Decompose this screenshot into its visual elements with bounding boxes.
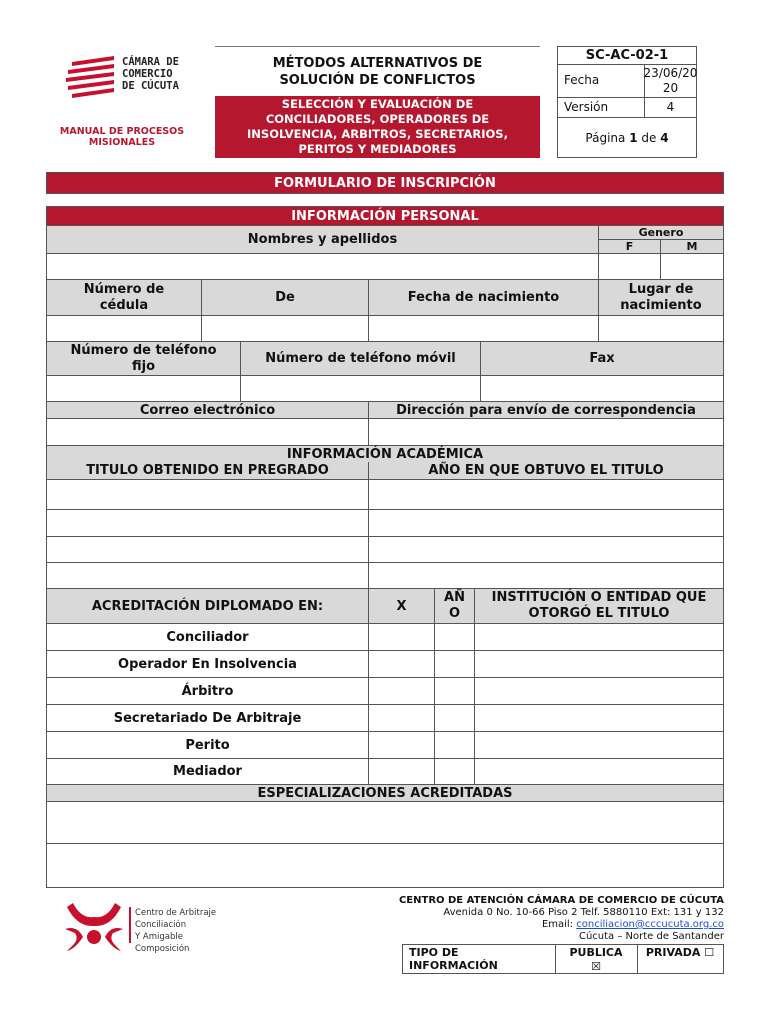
footer-center-name: CENTRO DE ATENCIÓN CÁMARA DE COMERCIO DE CÚCUTA xyxy=(398,895,724,906)
gender-f: F xyxy=(599,239,661,253)
accred-institution-header: INSTITUCIÓN O ENTIDAD QUE OTORGÓ EL TITULO xyxy=(475,588,723,623)
page-of: de xyxy=(641,131,657,145)
camara-logo-icon xyxy=(66,56,118,102)
footer-email-label: Email: xyxy=(541,919,574,930)
fax-field[interactable] xyxy=(481,375,723,401)
mobile-field[interactable] xyxy=(241,375,481,401)
role-x-field[interactable] xyxy=(369,650,435,677)
accred-year-label: AÑO xyxy=(444,590,465,621)
role-institution-field[interactable] xyxy=(475,758,723,784)
accred-year-header xyxy=(435,588,475,623)
page-word: Página xyxy=(585,131,626,145)
gender-m: M xyxy=(661,239,723,253)
cedula-field[interactable] xyxy=(47,315,202,341)
info-type-table xyxy=(402,944,724,974)
role-x-field[interactable] xyxy=(369,731,435,758)
role-label: Mediador xyxy=(47,758,369,784)
role-institution-field[interactable] xyxy=(475,731,723,758)
role-institution-field[interactable] xyxy=(475,677,723,704)
footer-email-link[interactable]: conciliacion@cccucuta.org.co xyxy=(576,919,724,930)
logo-line: DE CÚCUTA xyxy=(122,80,179,92)
special-field[interactable] xyxy=(47,843,723,887)
address-header: Dirección para envío de correspondencia xyxy=(369,401,723,418)
role-label: Perito xyxy=(47,731,369,758)
special-heading: ESPECIALIZACIONES ACREDITADAS xyxy=(47,784,723,801)
logo-camara xyxy=(66,56,186,106)
footer-address: Avenida 0 No. 10-66 Piso 2 Telf. 5880110 Ext: 131 y 132 xyxy=(443,907,724,918)
role-year-field[interactable] xyxy=(435,731,475,758)
role-label: Secretariado De Arbitraje xyxy=(47,704,369,731)
personal-heading: INFORMACIÓN PERSONAL xyxy=(47,207,723,225)
manual-label: MANUAL DE PROCESOS MISIONALES xyxy=(59,126,185,148)
mobile-header: Número de teléfono móvil xyxy=(241,341,481,375)
footer-logo-line: Y Amigable Composición xyxy=(135,932,190,954)
birth-date-field[interactable] xyxy=(369,315,599,341)
gender-f-field[interactable] xyxy=(599,253,661,279)
private-label[interactable]: PRIVADA ☐ xyxy=(645,945,715,959)
page-total: 4 xyxy=(660,131,669,145)
footer-logo xyxy=(63,897,229,957)
role-institution-field[interactable] xyxy=(475,623,723,650)
logo-line: COMERCIO xyxy=(122,68,173,80)
role-label: Operador En Insolvencia xyxy=(47,650,369,677)
page-indicator xyxy=(558,119,696,157)
year-col-header: AÑO EN QUE OBTUVO EL TITULO xyxy=(369,462,723,479)
doc-info-box xyxy=(557,46,697,158)
role-institution-field[interactable] xyxy=(475,650,723,677)
footer-city: Cúcuta – Norte de Santander xyxy=(578,931,724,942)
de-header: De xyxy=(202,279,369,315)
footer-email-line xyxy=(330,919,724,931)
email-field[interactable] xyxy=(47,418,369,445)
role-year-field[interactable] xyxy=(435,623,475,650)
fecha-label: Fecha xyxy=(564,73,600,87)
logo-line: CÁMARA DE xyxy=(122,56,179,68)
fecha-value: 23/06/20 20 xyxy=(643,66,698,95)
form-title: FORMULARIO DE INSCRIPCIÓN xyxy=(46,172,724,194)
header-rule xyxy=(215,46,540,47)
birth-place-header: Lugar de nacimiento xyxy=(599,279,723,315)
version-label: Versión xyxy=(564,100,609,114)
degree-title-field[interactable] xyxy=(47,509,369,536)
page-number: 1 xyxy=(629,131,638,145)
role-x-field[interactable] xyxy=(369,704,435,731)
fax-header: Fax xyxy=(481,341,723,375)
email-header: Correo electrónico xyxy=(47,401,369,418)
role-label: Conciliador xyxy=(47,623,369,650)
special-field[interactable] xyxy=(47,801,723,843)
role-institution-field[interactable] xyxy=(475,704,723,731)
info-type-label: TIPO DE INFORMACIÓN xyxy=(409,946,498,972)
role-label: Árbitro xyxy=(47,677,369,704)
accred-x-header: X xyxy=(369,588,435,623)
subtitle-banner: SELECCIÓN Y EVALUACIÓN DE CONCILIADORES, OPERADORES DE INSOLVENCIA, ARBITROS, SECRETARIOS, PERITOS Y MEDIADORES xyxy=(215,96,540,158)
phone-header: Número de teléfono fijo xyxy=(47,341,241,375)
role-x-field[interactable] xyxy=(369,758,435,784)
phone-field[interactable] xyxy=(47,375,241,401)
degree-year-field[interactable] xyxy=(369,479,723,509)
degree-year-field[interactable] xyxy=(369,536,723,562)
role-year-field[interactable] xyxy=(435,650,475,677)
birth-place-field[interactable] xyxy=(599,315,723,341)
cedula-header: Número de cédula xyxy=(47,279,202,315)
degree-title-field[interactable] xyxy=(47,479,369,509)
arbitraje-logo-icon xyxy=(63,899,125,955)
footer-logo-line: Conciliación xyxy=(135,920,187,930)
degree-title-field[interactable] xyxy=(47,536,369,562)
address-field[interactable] xyxy=(369,418,723,445)
names-header: Nombres y apellidos xyxy=(47,225,599,253)
gender-m-field[interactable] xyxy=(661,253,723,279)
degree-year-field[interactable] xyxy=(369,509,723,536)
public-checkbox[interactable]: ☒ xyxy=(591,959,601,973)
role-x-field[interactable] xyxy=(369,677,435,704)
page-title: MÉTODOS ALTERNATIVOS DE SOLUCIÓN DE CONFLICTOS xyxy=(272,56,483,88)
role-year-field[interactable] xyxy=(435,677,475,704)
birth-date-header: Fecha de nacimiento xyxy=(369,279,599,315)
footer-contact xyxy=(330,895,724,943)
accred-header: ACREDITACIÓN DIPLOMADO EN: xyxy=(47,588,369,623)
names-field[interactable] xyxy=(47,253,599,279)
degree-year-field[interactable] xyxy=(369,562,723,588)
doc-code: SC-AC-02-1 xyxy=(558,47,696,65)
role-year-field[interactable] xyxy=(435,758,475,784)
public-label: PUBLICA xyxy=(569,945,623,959)
gender-header: Genero xyxy=(599,225,723,239)
role-year-field[interactable] xyxy=(435,704,475,731)
form-body xyxy=(46,206,724,888)
title-col-header: TITULO OBTENIDO EN PREGRADO xyxy=(47,462,369,479)
academic-heading: INFORMACIÓN ACADÉMICA xyxy=(47,445,723,462)
version-value: 4 xyxy=(644,97,696,117)
degree-title-field[interactable] xyxy=(47,562,369,588)
de-field[interactable] xyxy=(202,315,369,341)
role-x-field[interactable] xyxy=(369,623,435,650)
footer-logo-line: Centro de Arbitraje xyxy=(135,908,217,918)
